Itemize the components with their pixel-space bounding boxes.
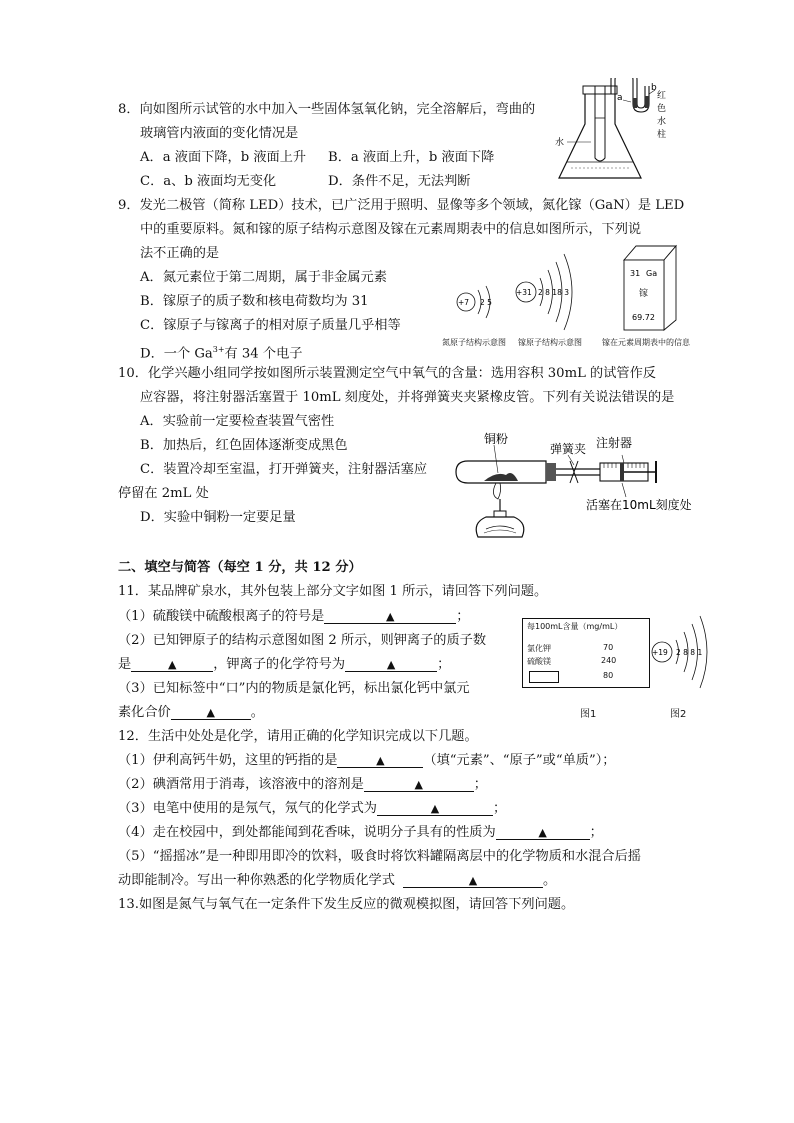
answer-blank[interactable]: ▲	[403, 872, 543, 888]
q9-option-c: C．镓原子与镓离子的相对原子质量几乎相等	[140, 318, 401, 333]
q10-option-d: D．实验中铜粉一定要足量	[140, 510, 296, 525]
cell-atomic-number: 31	[630, 269, 641, 278]
q8-label-color: 色	[657, 104, 667, 114]
q11-sub-2a: （2）已知钾原子的结构示意图如图 2 所示，则钾离子的质子数	[118, 633, 487, 648]
q8-flask-figure	[545, 78, 675, 188]
label-row-box	[529, 671, 559, 683]
q8-option-b: B．a 液面上升，b 液面下降	[328, 150, 495, 165]
gallium-periodic-cell	[620, 242, 680, 332]
q10-option-c-1: C．装置冷却至室温，打开弹簧夹，注射器活塞应	[140, 462, 428, 477]
label-row-value: 80	[603, 671, 614, 680]
q9-option-d: D．一个 $Ga^{3+}$有 34 个电子	[140, 345, 303, 362]
q10-stem-1: 10．化学兴趣小组同学按如图所示装置测定空气中氧气的含量：选用容积 30mL 的试管作反	[118, 366, 656, 381]
q12-sub-3: （3）电笔中使用的是氖气，氖气的化学式为 ▲ ；	[118, 801, 507, 816]
q11-stem: 11．某品牌矿泉水，其外包装上部分文字如图 1 所示，请回答下列问题。	[118, 584, 548, 599]
q12-sub-5a: （5）“摇摇冰”是一种即用即冷的饮料，吸食时将饮料罐隔离层中的化学物质和水混合后摇	[118, 849, 641, 864]
label-syringe: 注射器	[596, 436, 633, 450]
cell-name: 镓	[639, 289, 649, 299]
label-header: 每100mL含量（mg/mL）	[527, 622, 623, 631]
answer-blank[interactable]: ▲	[324, 608, 456, 624]
caption-periodic: 镓在元素周期表中的信息	[602, 338, 690, 347]
q12-sub-4: （4）走在校园中，到处都能闻到花香味，说明分子具有的性质为 ▲ ；	[118, 825, 603, 840]
caption-nitrogen: 氮原子结构示意图	[442, 338, 506, 347]
caption-gallium: 镓原子结构示意图	[518, 338, 582, 347]
q8-stem-1: 8．向如图所示试管的水中加入一些固体氢氧化钠，完全溶解后，弯曲的	[118, 102, 536, 117]
nitrogen-nucleus: +7	[458, 298, 470, 307]
q9-stem-3: 法不正确的是	[140, 246, 220, 261]
cell-symbol: Ga	[646, 269, 658, 278]
caption-figure-2: 图2	[670, 709, 687, 720]
nitrogen-shells: 2 5	[480, 298, 492, 307]
q8-label-red: 红	[657, 91, 667, 101]
q10-apparatus-figure	[450, 425, 702, 551]
label-row-name: 硫酸镁	[527, 657, 551, 666]
gallium-shells: 2 8 18 3	[538, 288, 570, 297]
label-row-value: 70	[603, 643, 614, 652]
label-row-name: 氯化钾	[527, 644, 551, 653]
nitrogen-atom-diagram	[450, 272, 510, 332]
q13-stem: 13.如图是氮气与氧气在一定条件下发生反应的微观模拟图，请回答下列问题。	[118, 897, 575, 912]
answer-blank[interactable]: ▲	[171, 704, 251, 720]
q11-sub-1: （1）硫酸镁中硫酸根离子的符号是 ▲ ；	[118, 609, 470, 624]
q8-stem-2: 玻璃管内液面的变化情况是	[140, 126, 299, 141]
q8-label-a: a	[617, 93, 623, 103]
q8-label-shui: 水	[657, 117, 667, 127]
answer-blank[interactable]: ▲	[364, 776, 474, 792]
gallium-nucleus: +31	[516, 288, 532, 297]
answer-blank[interactable]: ▲	[131, 656, 213, 672]
q12-sub-1: （1）伊利高钙牛奶，这里的钙指的是 ▲ （填“元素”、“原子”或“单质”）；	[118, 753, 616, 768]
answer-blank[interactable]: ▲	[337, 752, 423, 768]
q10-option-b: B．加热后，红色固体逐渐变成黑色	[140, 438, 348, 453]
label-piston: 活塞在10mL刻度处	[586, 498, 692, 512]
answer-blank[interactable]: ▲	[345, 656, 437, 672]
q9-option-a: A．氮元素位于第二周期，属于非金属元素	[140, 270, 387, 285]
caption-figure-1: 图1	[580, 709, 597, 720]
potassium-nucleus: +19	[652, 648, 668, 657]
answer-blank[interactable]: ▲	[377, 800, 493, 816]
potassium-shells: 2 8 8 1	[676, 648, 703, 657]
q9-option-b: B．镓原子的质子数和核电荷数均为 31	[140, 294, 369, 309]
answer-blank[interactable]: ▲	[496, 824, 590, 840]
section-2-title: 二、填空与简答（每空 1 分，共 12 分）	[118, 560, 362, 575]
q8-option-a: A．a 液面下降，b 液面上升	[140, 150, 307, 165]
mineral-water-label	[522, 618, 650, 688]
q12-sub-2: （2）碘酒常用于消毒，该溶液中的溶剂是 ▲ ；	[118, 777, 487, 792]
label-spring-clip: 弹簧夹	[550, 442, 587, 456]
label-row-value: 240	[601, 656, 617, 665]
q8-option-d: D．条件不足，无法判断	[328, 174, 471, 189]
q8-label-zhu: 柱	[657, 130, 667, 140]
q11-sub-3a: （3）已知标签中“口”内的物质是氯化钙，标出氯化钙中氯元	[118, 681, 470, 696]
q10-stem-2: 应容器，将注射器活塞置于 10mL 刻度处，并将弹簧夹夹紧橡皮管。下列有关说法错误的是	[140, 390, 675, 405]
cell-mass: 69.72	[632, 313, 655, 322]
q12-stem: 12．生活中处处是化学，请用正确的化学知识完成以下几题。	[118, 729, 478, 744]
q9-stem-2: 中的重要原料。氮和镓的原子结构示意图及镓在元素周期表中的信息如图所示，下列说	[140, 222, 642, 237]
gallium-atom-diagram	[510, 244, 590, 338]
label-copper-powder: 铜粉	[484, 432, 509, 446]
q8-label-b: b	[651, 83, 657, 93]
q10-option-c-2: 停留在 2mL 处	[118, 486, 209, 501]
q8-option-c: C．a、b 液面均无变化	[140, 174, 277, 189]
q11-sub-2b: 是 ▲ ，钾离子的化学符号为 ▲ ；	[118, 657, 451, 672]
q8-label-water: 水	[555, 138, 565, 148]
q10-option-a: A．实验前一定要检查装置气密性	[140, 414, 335, 429]
q11-sub-3b: 素化合价 ▲ 。	[118, 705, 264, 720]
potassium-atom-diagram	[650, 612, 718, 694]
q12-sub-5b: 动即能制冷。写出一种你熟悉的化学物质化学式 ▲ 。	[118, 873, 557, 888]
q9-stem-1: 9．发光二极管（简称 LED）技术，已广泛用于照明、显像等多个领域，氮化镓（GaN）是 LED	[118, 198, 685, 213]
